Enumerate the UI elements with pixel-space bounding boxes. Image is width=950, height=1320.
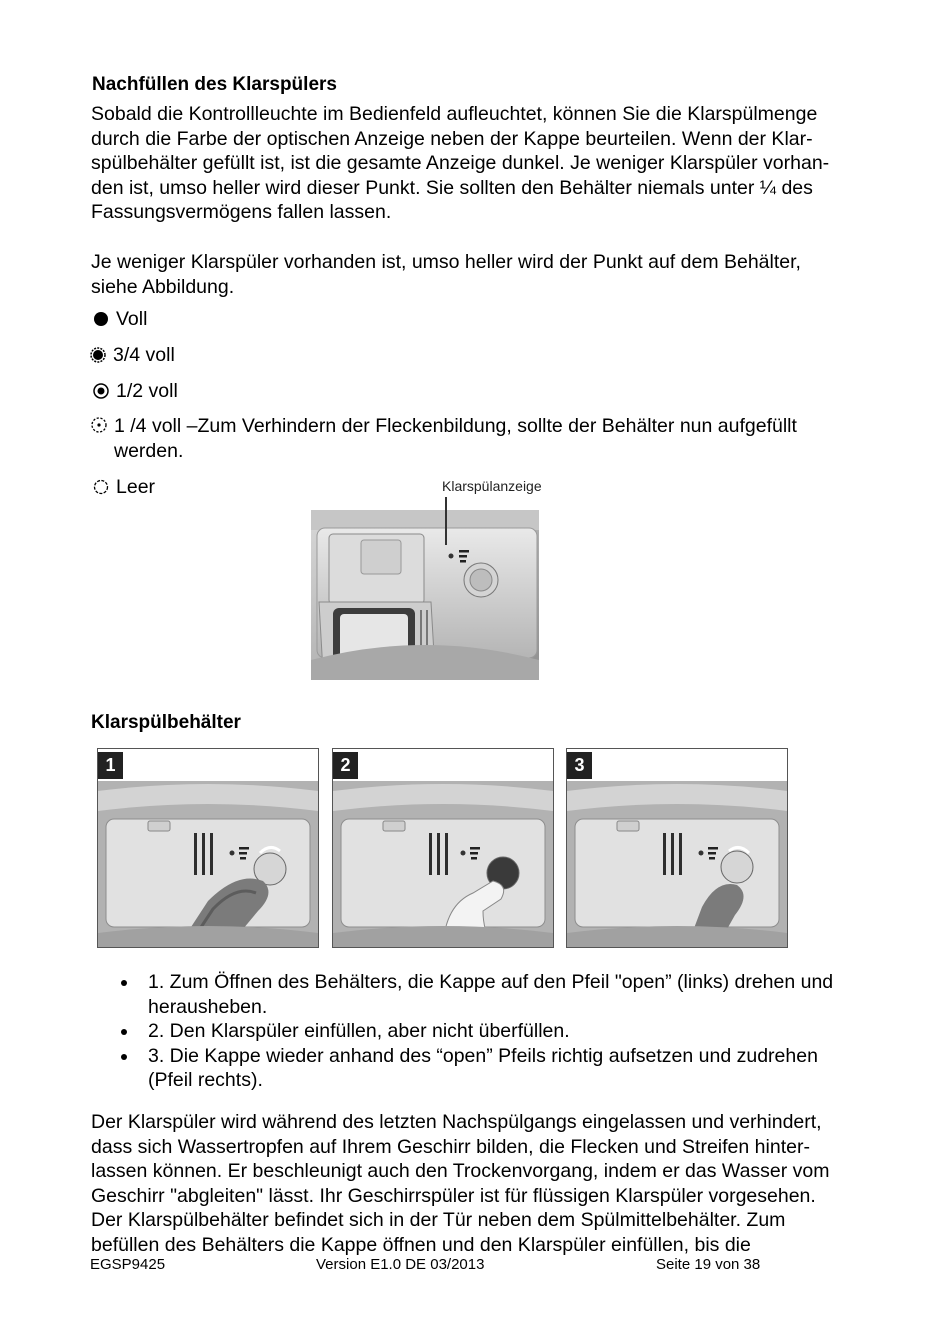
- list-item: 2. Den Klarspüler einfüllen, aber nicht überfüllen.: [113, 1019, 893, 1044]
- indicator-paragraph: Je weniger Klarspüler vorhanden ist, umso heller wird der Punkt auf dem Behälter, siehe Abbildung.: [91, 251, 801, 298]
- list-item: 1. Zum Öffnen des Behälters, die Kappe auf den Pfeil "open” (links) drehen und herausheben.: [113, 970, 893, 1019]
- fill-rinse-aid-illustration: [333, 781, 553, 947]
- bullet-icon: [121, 1054, 127, 1060]
- list-item: 3. Die Kappe wieder anhand des “open” Pfeils richtig aufsetzen und zudrehen (Pfeil rechts).: [113, 1044, 893, 1093]
- empty-dot-icon: [92, 478, 110, 496]
- three-quarter-dot-icon: [89, 346, 107, 364]
- level-label: Voll: [116, 308, 148, 330]
- level-item-quarter: [90, 414, 890, 463]
- closing-paragraph: Der Klarspüler wird während des letzten Nachspülgangs eingelassen und verhindert, dass sich Wassertropfen auf Ihrem Geschirr bilden, die Flecken und Streifen hinter- lassen können. Er beschleunigt auch den Trockenvorgang, indem er das Wasser vom Geschirr "abgleiten" lässt. Ihr Geschirrspüler ist für flüssigen Klarspüler vorgesehen. Der Klarspülbehälter befindet sich in der Tür neben dem Spülmittelbehälter. Zum befüllen des Behälters die Kappe öffnen und den Klarspüler einfüllen, bis die: [91, 1111, 830, 1256]
- half-dot-icon: [92, 382, 110, 400]
- section-title-refill: Nachfüllen des Klarspülers: [92, 74, 337, 95]
- intro-paragraph: Sobald die Kontrollleuchte im Bedienfeld aufleuchtet, können Sie die Klarspülmenge durch die Farbe der optischen Anzeige neben der Kappe beurteilen. Wenn der Klar- spülbehälter gefüllt ist, ist die gesamte Anzeige dunkel. Je weniger Klarspüler vorhan- den ist, umso heller wird dieser Punkt. Sie sollten den Behälter niemals unter ¼ des Fassungsvermögens fallen lassen.: [91, 103, 830, 223]
- level-label: Leer: [116, 476, 156, 498]
- bullet-icon: [121, 1029, 127, 1035]
- footer-model: EGSP9425: [90, 1256, 166, 1273]
- full-dot-icon: [92, 310, 110, 328]
- footer-version: Version E1.0 DE 03/2013: [316, 1256, 485, 1273]
- caption-pointer-line: [445, 497, 447, 545]
- level-item-full: [92, 307, 147, 331]
- step-image-3: [566, 748, 788, 948]
- level-label: 3/4 voll: [113, 344, 175, 366]
- step-number: 2: [333, 752, 358, 779]
- open-cap-illustration: [98, 781, 318, 947]
- step-image-1: [97, 748, 319, 948]
- close-cap-illustration: [567, 781, 787, 947]
- figure-caption: Klarspülanzeige: [442, 478, 542, 494]
- dispenser-illustration: [311, 510, 539, 680]
- step-number: 1: [98, 752, 123, 779]
- step-number: 3: [567, 752, 592, 779]
- level-item-empty: [92, 475, 155, 499]
- section-title-dispenser: Klarspülbehälter: [91, 712, 241, 733]
- level-item-three-quarter: [89, 343, 175, 367]
- level-label: 1/2 voll: [116, 380, 178, 402]
- quarter-dot-icon: [90, 416, 108, 434]
- level-label: 1 /4 voll –Zum Verhindern der Fleckenbildung, sollte der Behälter nun aufgefüllt werden.: [114, 415, 797, 462]
- step-image-2: [332, 748, 554, 948]
- footer-page-number: Seite 19 von 38: [656, 1256, 761, 1273]
- bullet-icon: [121, 980, 127, 986]
- level-item-half: [92, 379, 178, 403]
- indicator-photo: [311, 510, 539, 680]
- instruction-list: [113, 970, 893, 1093]
